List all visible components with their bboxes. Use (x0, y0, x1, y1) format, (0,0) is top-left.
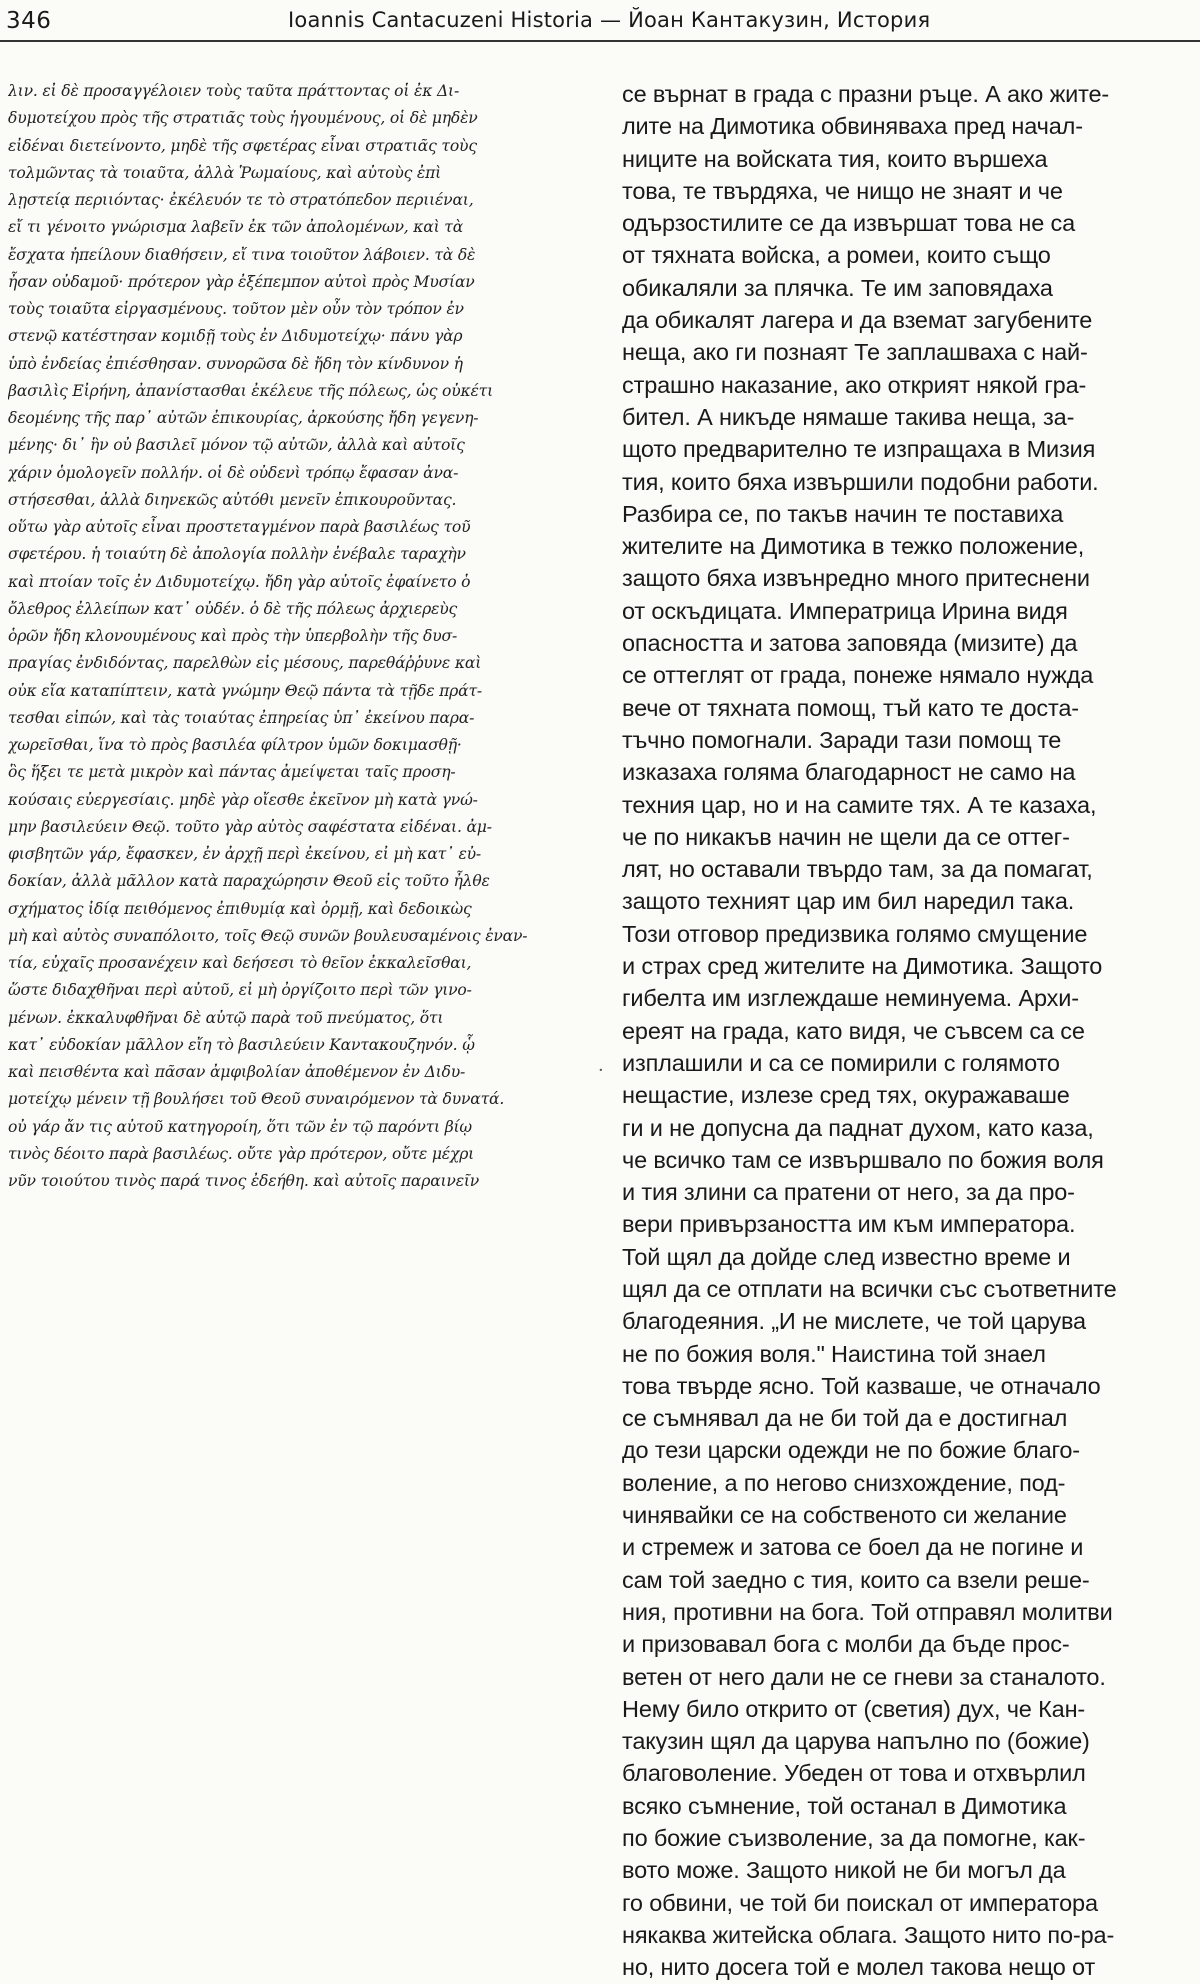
translation-text-line: се оттеглят от града, понеже нямало нужда (622, 662, 1094, 689)
translation-text-line: Този отговор предизвика голямо смущение (622, 920, 1088, 947)
greek-text-line: μοτείχῳ μένειν τῇ βουλήσει τοῦ Θεοῦ συναιρόμενον τὰ δυνατά. (8, 1090, 505, 1109)
greek-text-line: ὃς ἥξει τε μετὰ μικρὸν καὶ πάντας ἀμείψεται ταῖς προση- (8, 763, 456, 782)
translation-text-line: го обвини, че той би поискал от императора (622, 1889, 1098, 1916)
translation-text-line: че по никакъв начин не щели да се оттег- (622, 823, 1070, 850)
translation-text-line: се съмнявал да не би той да е достигнал (622, 1405, 1068, 1432)
greek-text-line: νῦν τοιούτου τινὸς παρά τινος ἐδεήθη. καὶ αὐτοῖς παραινεῖν (8, 1172, 480, 1190)
greek-text-line: κατ᾿ εὐδοκίαν μᾶλλον εἴη τὸ βασιλεύειν Καντακουζηνόν. ᾧ (8, 1035, 475, 1054)
translation-text-line: от тяхната войска, а ромеи, които също (622, 242, 1051, 269)
translation-text-line: гибелта им изглеждаше неминуема. Архи- (622, 985, 1079, 1012)
greek-text-line: μὴ καὶ αὐτὸς συναπόλοιτο, τοῖς Θεῷ συνῶν βουλευσαμένοις ἐναν- (8, 926, 528, 945)
translation-text-line: жителите на Димотика в тежко положение, (622, 533, 1085, 560)
translation-text-line: това твърде ясно. Той казваше, че отначало (622, 1372, 1101, 1399)
greek-text-line: τεσθαι εἰπών, καὶ τὰς τοιαύτας ἐπηρείας ὑπ᾿ ἐκείνου παρα- (8, 708, 475, 727)
greek-text-line: ὥστε διδαχθῆναι περὶ αὐτοῦ, εἰ μὴ ὀργίζοιτο περὶ τῶν γινο- (8, 981, 472, 1000)
bulgarian-translation-column (622, 78, 1196, 1984)
translation-text-line: ветен от него дали не се гневи за станалото. (622, 1663, 1106, 1690)
header-rule (0, 40, 1200, 42)
greek-text-line: ἦσαν οὐδαμοῦ· πρότερον γὰρ ἐξέπεμπον αὐτοὶ πρὸς Μυσίαν (8, 272, 475, 291)
greek-text-line: εἴ τι γένοιτο γνώρισμα λαβεῖν ἐκ τῶν ἀπολομένων, καὶ τὰ (8, 218, 464, 237)
translation-text-line: се върнат в града с празни ръце. А ако жите- (622, 81, 1110, 107)
greek-text-line: μένων. ἐκκαλυφθῆναι δὲ αὐτῷ παρὰ τοῦ πνεύματος, ὅτι (8, 1008, 444, 1027)
greek-text-line: ὑπὸ ἐνδείας ἐπιέσθησαν. συνορῶσα δὲ ἤδη τὸν κίνδυνον ἡ (8, 354, 463, 373)
page-number: 346 (6, 8, 52, 34)
greek-text-line: δεομένης τῆς παρ᾿ αὐτῶν ἐπικουρίας, ἀρκούσης ἤδη γεγενη- (8, 409, 479, 427)
greek-text-line: εἰδέναι διετείνοντο, μηδὲ τῆς σφετέρας εἶναι στρατιᾶς τοὺς (8, 136, 477, 155)
translation-text-line: чинявайки се на собственото си желание (622, 1502, 1067, 1529)
greek-text-line: δυμοτείχου πρὸς τῆς στρατιᾶς τοὺς ἡγουμένους, οἱ δὲ μηδὲν (8, 109, 478, 128)
greek-text-line: σφετέρου. ἡ τοιαύτη δὲ ἀπολογία πολλὴν ἐνέβαλε ταραχὴν (8, 545, 466, 564)
greek-text-line: μην βασιλεύειν Θεῷ. τοῦτο γὰρ αὐτὸς σαφέστατα εἰδέναι. ἀμ- (8, 817, 492, 836)
greek-text-line: οὐ γάρ ἄν τις αὐτοῦ κατηγοροίη, ὅτι τῶν ἐν τῷ παρόντι βίῳ (8, 1117, 472, 1136)
translation-text-line: и призовавал бога с молби да бъде прос- (622, 1631, 1070, 1658)
running-head: Ioannis Cantacuzeni Historia — Йоан Кантакузин, История (288, 8, 931, 32)
translation-text-line: всяко съмнение, той останал в Димотика (622, 1792, 1067, 1819)
translation-text-line: сам той заедно с тия, които са взели реше- (622, 1566, 1090, 1593)
greek-text-line: λῃστείᾳ περιιόντας· ἐκέλευόν τε τὸ στρατόπεδον περιιέναι, (8, 191, 474, 209)
translation-text-line: ниците на войската тия, които вършеха (622, 145, 1048, 172)
greek-text-line: χάριν ὁμολογεῖν πολλήν. οἱ δὲ οὐδενὶ τρόπῳ ἔφασαν ἀνα- (8, 463, 459, 482)
translation-text-line: одързостилите се да извършат това не са (622, 210, 1076, 237)
translation-text-line: такузин щял да царува напълно по (божие) (622, 1728, 1090, 1755)
greek-text-line: ὄλεθρος ἐλλείπων κατ᾿ οὐδέν. ὁ δὲ τῆς πόλεως ἀρχιερεὺς (8, 599, 458, 618)
greek-text-line: βασιλὶς Εἰρήνη, ἀπανίστασθαι ἐκέλευε τῆς πόλεως, ὡς οὐκέτι (8, 381, 494, 400)
translation-text-line: че всичко там се извършвало по божия воля (622, 1146, 1104, 1173)
translation-text-line: страшно наказание, ако открият някой гра- (622, 371, 1087, 398)
translation-text-line: воление, а по негово снизхождение, под- (622, 1469, 1066, 1496)
margin-mark: · (598, 1060, 604, 1081)
translation-text-line: тия, които бяха извършили подобни работи. (622, 468, 1099, 495)
translation-text-line: техния цар, но и на самите тях. А те казаха, (622, 791, 1097, 818)
translation-text-line: по божие съизволение, за да помогне, как- (622, 1825, 1086, 1852)
translation-text-line: и страх сред жителите на Димотика. Защото (622, 953, 1103, 980)
translation-text-line: лят, но оставали твърдо там, за да помагат, (622, 856, 1093, 883)
translation-text-line: вече от тяхната помощ, тъй като те доста- (622, 694, 1079, 721)
translation-text-line: защото техният цар им бил наредил така. (622, 888, 1075, 915)
greek-text-line: πραγίας ἐνδιδόντας, παρελθὼν εἰς μέσους, παρεθάῤῥυνε καὶ (8, 654, 482, 673)
greek-text-line: ὁρῶν ἤδη κλονουμένους καὶ πρὸς τὴν ὑπερβολὴν τῆς δυσ- (8, 627, 458, 645)
translation-text-line: бител. А никъде нямаше такива неща, за- (622, 403, 1075, 430)
translation-text-line: изплашили и са се помирили с голямото (622, 1049, 1060, 1076)
greek-text-line: λιν. εἰ δὲ προσαγγέλοιεν τοὺς ταῦτα πράττοντας οἱ ἐκ Δι- (8, 82, 460, 100)
translation-text-line: да обикалят лагера и да вземат загубените (622, 307, 1093, 334)
translation-text-line: обикаляли за плячка. Те им заповядаха (622, 274, 1053, 301)
translation-text-line: щял да се отплати на всички със съответните (622, 1275, 1117, 1302)
translation-text-line: ереят на града, като видя, че съвсем са се (622, 1017, 1085, 1044)
translation-text-line: благоволение. Убеден от това и отхвърлил (622, 1760, 1086, 1787)
greek-text-line: τοὺς τοιαῦτα εἰργασμένους. τοῦτον μὲν οὖν τὸν τρόπον ἐν (8, 300, 464, 318)
greek-text-line: τία, εὐχαῖς προσανέχειν καὶ δεήσεσι τὸ θεῖον ἐκκαλεῖσθαι, (8, 954, 472, 972)
translation-text-line: вери привързаността им към императора. (622, 1211, 1076, 1238)
translation-text-line: Нему било открито от (светия) дух, че Кан- (622, 1695, 1086, 1722)
greek-text-line: χωρεῖσθαι, ἵνα τὸ πρὸς βασιλέα φίλτρον ὑμῶν δοκιμασθῇ· (8, 736, 462, 754)
translation-text-line: неща, ако ги познаят Те заплашваха с най- (622, 339, 1088, 366)
translation-text-line: опасността и затова заповяда (мизите) да (622, 630, 1078, 657)
greek-text-line: φισβητῶν γάρ, ἔφασκεν, ἐν ἀρχῇ περὶ ἐκείνου, εἰ μὴ κατ᾿ εὐ- (8, 845, 481, 863)
greek-text-line: σχήματος ἰδίᾳ πειθόμενος ἐπιθυμίᾳ καὶ ὁρμῇ, καὶ δεδοικὼς (8, 899, 472, 918)
translation-text-line: защото бяха извънредно много притеснени (622, 565, 1090, 592)
greek-text-line: δοκίαν, ἀλλὰ μᾶλλον κατὰ παραχώρησιν Θεοῦ εἰς τοῦτο ἦλθε (8, 872, 490, 891)
greek-text-line: καὶ πτοίαν τοῖς ἐν Διδυμοτείχῳ. ἤδη γὰρ αὐτοῖς ἐφαίνετο ὁ (8, 572, 471, 591)
translation-text-line: от оскъдицата. Императрица Ирина видя (622, 597, 1068, 624)
translation-text-line: ги и не допусна да паднат духом, като каза, (622, 1114, 1094, 1141)
greek-text-line: ἔσχατα ἠπείλουν διαθήσειν, εἴ τινα τοιοῦτον λάβοιεν. τὰ δὲ (8, 245, 476, 264)
translation-text-line: нещастие, излезе сред тях, окуражаваше (622, 1082, 1070, 1109)
translation-text-line: благодеяния. „И не мислете, че той царува (622, 1308, 1086, 1335)
translation-text-line: и тия злини са пратени от него, за да про- (622, 1179, 1075, 1206)
greek-text-line: οὐκ εἴα καταπίπτειν, κατὰ γνώμην Θεῷ πάντα τὰ τῇδε πράτ- (8, 681, 482, 700)
translation-text-line: Той щял да дойде след известно време и (622, 1243, 1071, 1270)
greek-text-column (8, 78, 584, 1195)
translation-text-line: и стремеж и затова се боел да не погине и (622, 1534, 1084, 1561)
greek-text-line: στενῷ κατέστησαν κομιδῇ τοὺς ἐν Διδυμοτείχῳ· πάνυ γὰρ (8, 327, 463, 346)
translation-text-line: до тези царски одежди не по божие благо- (622, 1437, 1080, 1464)
translation-text-line: ния, противни на бога. Той отправял молитви (622, 1598, 1113, 1625)
greek-text-line: στήσεσθαι, ἀλλὰ διηνεκῶς αὐτόθι μενεῖν ἐπικουροῦντας. (8, 490, 457, 509)
greek-text-line: μένης· δι᾿ ἣν οὐ βασιλεῖ μόνον τῷ αὐτῶν, ἀλλὰ καὶ αὐτοῖς (8, 436, 465, 455)
translation-text-line: това, те твърдяха, че нищо не знаят и че (622, 177, 1063, 204)
page-header (0, 8, 1200, 38)
translation-text-line: но, нито досега той е молел такова нещо от (622, 1954, 1096, 1981)
greek-text-line: τινὸς δέοιτο παρὰ βασιλέως. οὔτε γὰρ πρότερον, οὔτε μέχρι (8, 1144, 475, 1163)
translation-text-line: лите на Димотика обвиняваха пред начал- (622, 113, 1083, 140)
translation-text-line: не по божия воля." Наистина той знаел (622, 1340, 1046, 1367)
translation-text-line: изказаха голяма благодарност не само на (622, 759, 1076, 786)
translation-text-line: вото може. Защото никой не би могъл да (622, 1857, 1066, 1884)
greek-text-line: οὕτω γὰρ αὐτοῖς εἶναι προστεταγμένον παρὰ βασιλέως τοῦ (8, 518, 471, 536)
greek-text-line: καὶ πεισθέντα καὶ πᾶσαν ἀμφιβολίαν ἀποθέμενον ἐν Διδυ- (8, 1063, 466, 1081)
translation-text-line: някаква житейска облага. Защото нито по-ра- (622, 1921, 1115, 1948)
greek-text-line: τολμῶντας τὰ τοιαῦτα, ἀλλὰ Ῥωμαίους, καὶ αὐτοὺς ἐπὶ (8, 163, 442, 182)
translation-text-line: тъчно помогнали. Заради тази помощ те (622, 726, 1062, 753)
translation-text-line: Разбира се, по такъв начин те поставиха (622, 500, 1064, 527)
translation-text-line: щото предварително те изпращаха в Мизия (622, 436, 1096, 463)
greek-text-line: κούσαις εὐεργεσίαις. μηδὲ γὰρ οἴεσθε ἐκεῖνον μὴ κατὰ γνώ- (8, 790, 478, 809)
